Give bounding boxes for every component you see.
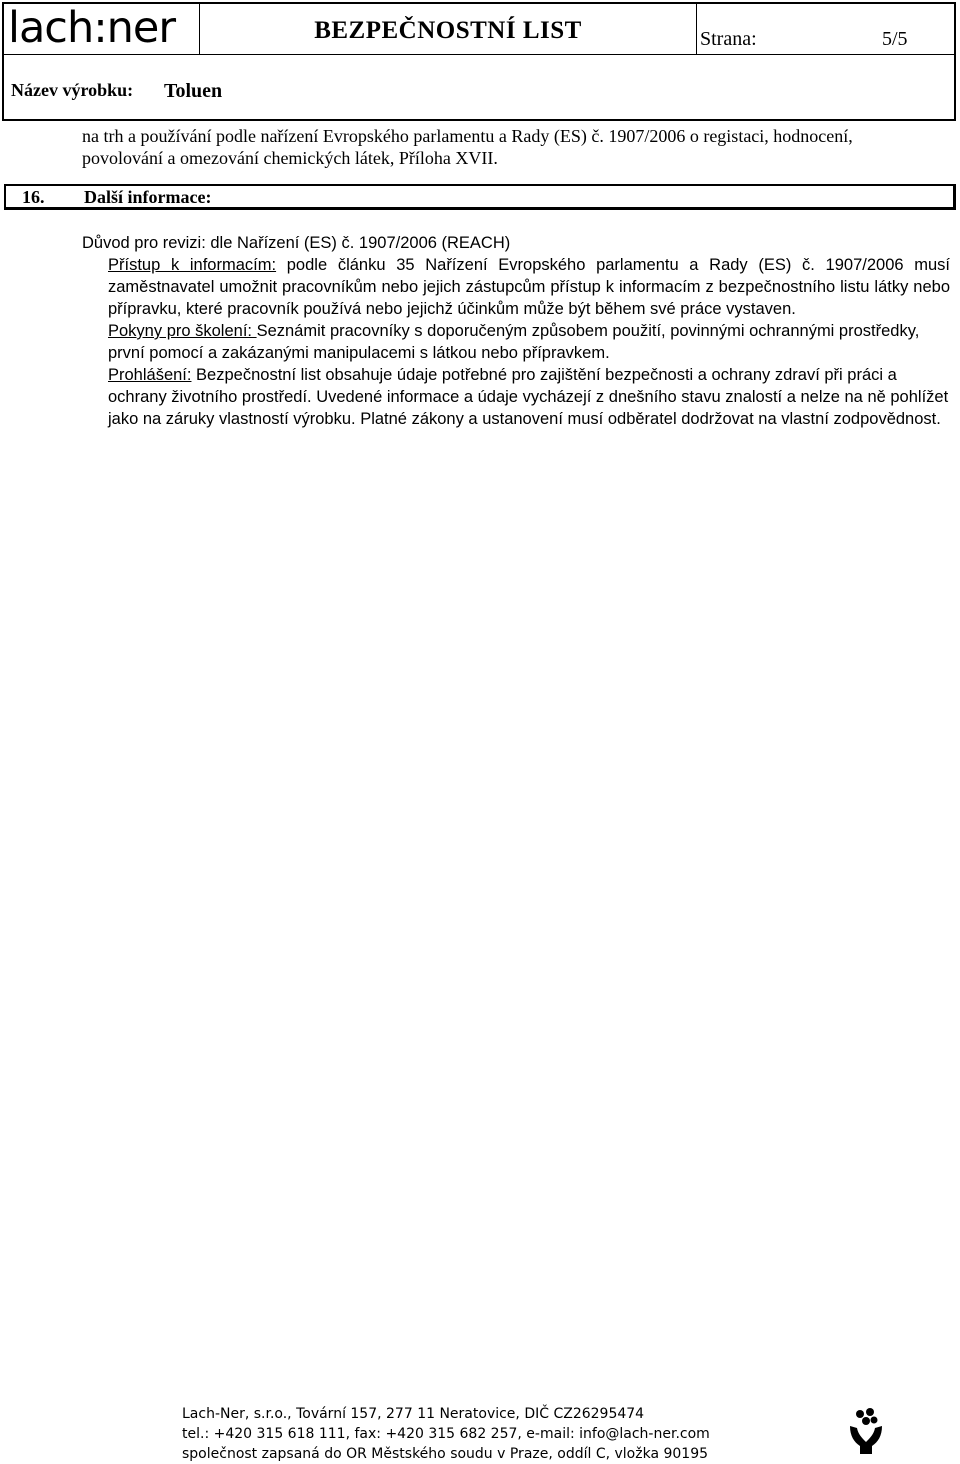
access-text: podle článku 35 Nařízení Evropského parlamentu a Rady (ES) č. 1907/2006 musí zaměstnavatel umožnit pracovníkům nebo jejich zástupcům přístup k informacím z bezpečnostního listu látky nebo přípravku, které pracovník používá nebo jejichž účinkům může být během své práce vystaven.	[108, 256, 950, 318]
training-paragraph	[108, 320, 950, 364]
revision-text: Důvod pro revizi: dle Nařízení (ES) č. 1907/2006 (REACH)	[82, 234, 511, 252]
intro-line: na trh a používání podle nařízení Evropského parlamentu a Rady (ES) č. 1907/2006 o registaci, hodnocení,	[82, 126, 853, 146]
company-logo: lach:ner	[8, 3, 176, 53]
section-title: Další informace:	[84, 187, 212, 207]
page-footer	[182, 1404, 710, 1464]
revision-reason	[82, 232, 950, 254]
access-label: Přístup k informacím:	[108, 256, 277, 274]
document-title: BEZPEČNOSTNÍ LIST	[200, 4, 697, 54]
training-label: Pokyny pro školení:	[108, 322, 257, 340]
section-number: 16.	[22, 187, 45, 207]
document-header	[2, 2, 956, 121]
intro-paragraph	[82, 125, 942, 169]
header-top-row	[4, 4, 954, 55]
page-label: Strana:	[700, 28, 757, 50]
section-body	[82, 232, 950, 430]
intro-line: povolování a omezování chemických látek, Příloha XVII.	[82, 148, 498, 168]
footer-registration: společnost zapsaná do OR Městského soudu v Praze, oddíl C, vložka 90195	[182, 1446, 709, 1462]
footer-address: Lach-Ner, s.r.o., Tovární 157, 277 11 Neratovice, DIČ CZ26295474	[182, 1406, 645, 1422]
declaration-paragraph	[108, 364, 950, 430]
access-paragraph	[108, 254, 950, 320]
training-text: Seznámit pracovníky s doporučeným způsobem použití, povinnými ochrannými prostředky, první pomocí a zakázanými manipulacemi s látkou nebo přípravkem.	[108, 322, 920, 362]
section-heading	[4, 184, 956, 210]
page-number: 5/5	[882, 28, 908, 50]
product-label: Název výrobku:	[11, 80, 134, 100]
logo-cell	[4, 4, 200, 54]
safety-hands-icon	[846, 1406, 886, 1456]
footer-contact: tel.: +420 315 618 111, fax: +420 315 682 257, e-mail: info@lach-ner.com	[182, 1426, 710, 1442]
product-name: Toluen	[164, 80, 223, 102]
declaration-label: Prohlášení:	[108, 366, 192, 384]
declaration-text: Bezpečnostní list obsahuje údaje potřebné pro zajištění bezpečnosti a ochrany zdraví při práci a ochrany životního prostředí. Uvedené informace a údaje vycházejí z dnešního stavu znalostí a nelze na ně pohlížet jako na záruky vlastností výrobku. Platné zákony a ustanovení musí odběratel dodržovat na vlastní zodpovědnost.	[108, 366, 949, 428]
